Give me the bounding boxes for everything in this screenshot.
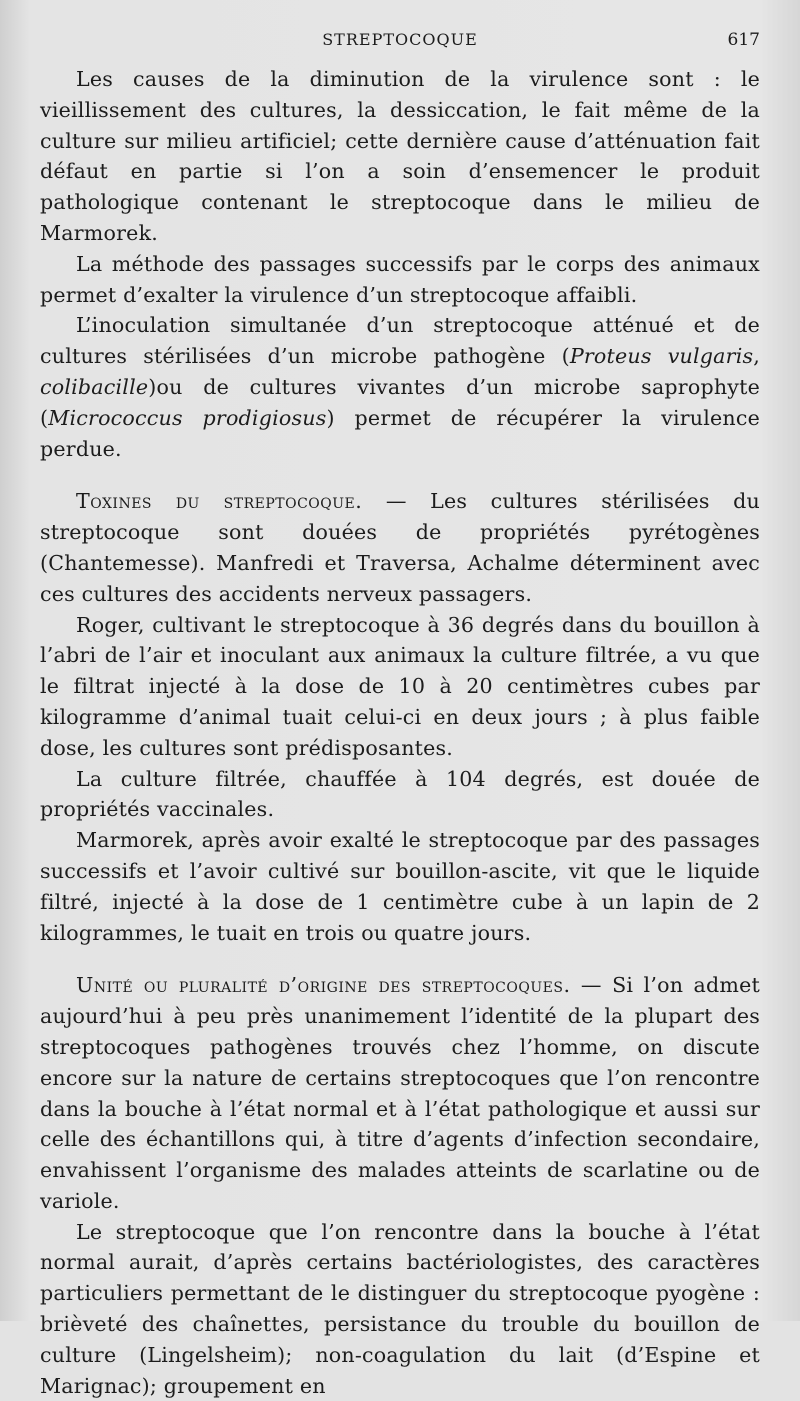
section-heading: Toxines du streptocoque.: [76, 489, 363, 514]
paragraph-marmorek: Marmorek, après avoir exalté le streptocoque par des passages successifs et l’avoir cultivé sur bouillon-ascite, vit que le liquide filtré, injecté à la dose de 1 centimètre cube à un lapin de 2 kilogrammes, le tuait en trois ou quatre jours.: [40, 828, 760, 945]
text-segment: ,: [753, 344, 760, 369]
section-heading: Unité ou pluralité d’origine des streptocoques.: [76, 973, 571, 998]
paragraph-filtered-culture: La culture filtrée, chauffée à 104 degrés, est douée de propriétés vaccinales.: [40, 766, 760, 822]
page-header: [40, 30, 760, 58]
text-segment: ) permet de récupérer la virulence perdue.: [40, 405, 760, 461]
paragraph-simultaneous-inoculation: [40, 310, 760, 464]
page-number: 617: [727, 30, 760, 50]
paragraph-virulence-causes: Les causes de la diminution de la virulence sont : le vieillissement des cultures, la dessiccation, le fait même de la culture sur milieu artificiel; cette dernière cause d’atténuation fait défaut en partie si l’on a soin d’ensemencer le produit pathologique contenant le streptocoque dans le milieu de Marmorek.: [40, 67, 760, 245]
paragraph-successive-passages: La méthode des passages successifs par le corps des animaux permet d’exalter la virulence d’un streptocoque affaibli.: [40, 251, 760, 307]
paragraph-origin-unity: [40, 970, 760, 1216]
species-name: Proteus vulgaris: [569, 344, 754, 369]
paragraph-mouth-streptococcus: Le streptocoque que l’on rencontre dans la bouche à l’état normal aurait, d’après certains bactériologistes, des caractères particuliers permettant de le distinguer du streptocoque pyogène : brièveté des chaînettes, persistance du trouble du bouillon de culture (Lingelsheim); non-coagulation du lait (d’Espine et Marignac); groupement en: [40, 1219, 760, 1398]
body-text: [40, 64, 760, 1401]
section-text: — Si l’on admet aujourd’hui à peu près unanimement l’identité de la plupart des streptocoques pathogènes trouvés chez l’homme, on discute encore sur la nature de certains streptocoques que l’on rencontre dans la bouche à l’état normal et à l’état pathologique et aussi sur celle des échantillons qui, à titre d’agents d’infection secondaire, envahissent l’organisme des malades atteints de scarlatine ou de variole.: [40, 973, 760, 1213]
species-name: Micrococcus prodigiosus: [48, 405, 327, 430]
paragraph-roger: Roger, cultivant le streptocoque à 36 degrés dans du bouillon à l’abri de l’air et inoculant aux animaux la culture filtrée, a vu que le filtrat injecté à la dose de 10 à 20 centimètres cubes par kilogramme d’animal tuait celui-ci en deux jours ; à plus faible dose, les cultures sont prédisposantes.: [40, 612, 760, 760]
text-segment: )ou de cultures vivantes d’un microbe saprophyte (: [40, 374, 760, 430]
species-name: colibacille: [40, 374, 149, 399]
paragraph-toxins: [40, 486, 760, 609]
running-title: STREPTOCOQUE: [322, 30, 478, 49]
text-segment: L’inoculation simultanée d’un streptocoque atténué et de cultures stérilisées d’un microbe pathogène (: [40, 313, 760, 369]
section-text: — Les cultures stérilisées du streptocoque sont douées de propriétés pyrétogènes (Chantemesse). Manfredi et Traversa, Achalme déterminent avec ces cultures des accidents nerveux passagers.: [40, 489, 760, 606]
